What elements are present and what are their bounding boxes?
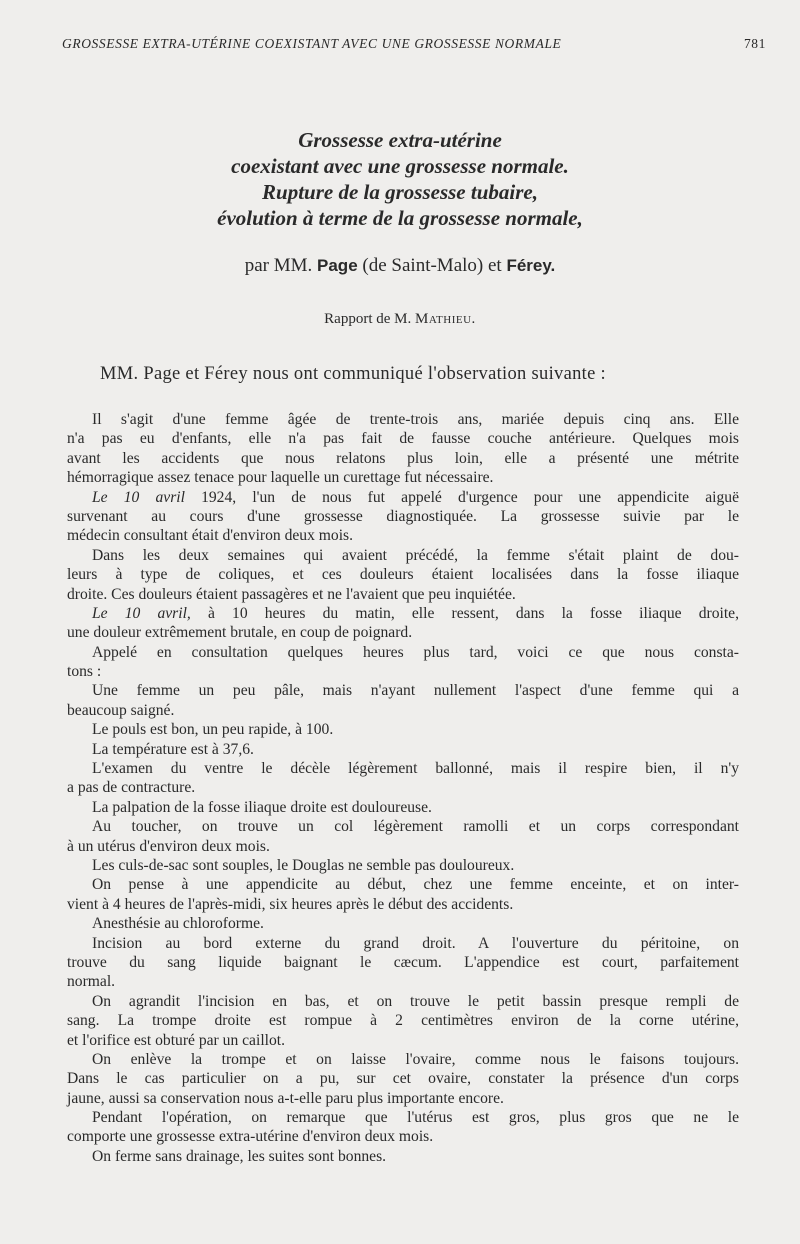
- text-line: Appelé en consultation quelques heures plus tard, voici ce que nous consta-: [92, 643, 739, 661]
- text-line: Il s'agit d'une femme âgée de trente-trois ans, mariée depuis cinq ans. Elle: [92, 411, 739, 428]
- text-line: vient à 4 heures de l'après-midi, six heures après le début des accidents.: [67, 895, 514, 913]
- text-line: L'examen du ventre le décèle légèrement ballonné, mais il respire bien, il n'y: [92, 760, 739, 778]
- text-line: avant les accidents que nous relatons plus loin, elle a présenté une métrite: [67, 449, 739, 467]
- text-line: On ferme sans drainage, les suites sont bonnes.: [92, 1147, 387, 1165]
- text-line: Dans les deux semaines qui avaient précédé, la femme s'était plaint de dou-: [92, 546, 739, 564]
- text-line: On enlève la trompe et on laisse l'ovaire, comme nous le faisons toujours.: [92, 1050, 739, 1068]
- text-line: trouve du sang liquide baignant le cæcum. L'appendice est court, parfaitement: [67, 953, 739, 971]
- text-line: On agrandit l'incision en bas, et on trouve le petit bassin presque rempli de: [92, 992, 739, 1010]
- author-place: (de Saint-Malo) et: [362, 255, 502, 276]
- text-line: à un utérus d'environ deux mois.: [67, 837, 270, 855]
- authors-prefix: par MM.: [244, 255, 313, 276]
- text-line: normal.: [67, 973, 116, 991]
- article-body: [67, 410, 739, 1166]
- running-title: GROSSESSE EXTRA-UTÉRINE COEXISTANT AVEC UNE GROSSESSE NORMALE: [62, 36, 562, 51]
- text-line: tons :: [67, 663, 102, 681]
- title-line: Grossesse extra-utérine: [298, 128, 502, 152]
- intro-paragraph: MM. Page et Férey nous ont communiqué l'observation suivante :: [100, 364, 606, 384]
- text-line: comporte une grossesse extra-utérine d'environ deux mois.: [67, 1128, 434, 1146]
- text-line: La température est à 37,6.: [92, 740, 254, 758]
- text-line: médecin consultant était d'environ deux mois.: [67, 527, 354, 545]
- text-line: Incision au bord externe du grand droit. A l'ouverture du péritoine, on: [92, 934, 739, 952]
- text-line: beaucoup saigné.: [67, 701, 175, 719]
- text-line: et l'orifice est obturé par un caillot.: [67, 1031, 286, 1049]
- text-line: Une femme un peu pâle, mais n'ayant nullement l'aspect d'une femme qui a: [92, 682, 739, 700]
- article-title: [100, 127, 700, 231]
- text-line: Les culs-de-sac sont souples, le Douglas ne semble pas douloureux.: [92, 856, 515, 874]
- title-line: Rupture de la grossesse tubaire,: [262, 180, 538, 204]
- title-line: évolution à terme de la grossesse normale,: [217, 206, 583, 230]
- text-line: Anesthésie au chloroforme.: [92, 915, 264, 933]
- running-header: [62, 36, 766, 52]
- author-line: [0, 255, 800, 277]
- text-line: Au toucher, on trouve un col légèrement ramolli et un corps correspondant: [92, 818, 739, 836]
- text-line: [67, 604, 739, 623]
- page-number: 781: [743, 36, 766, 51]
- text-line: On pense à une appendicite au début, chez une femme enceinte, et on inter-: [92, 876, 739, 894]
- title-line: coexistant avec une grossesse normale.: [231, 154, 569, 178]
- line-text: à 10 heures du matin, elle ressent, dans la fosse iliaque droite,: [190, 604, 740, 622]
- text-line: La palpation de la fosse iliaque droite est douloureuse.: [92, 798, 432, 816]
- text-line: droite. Ces douleurs étaient passagères et ne l'avaient que peu inquiétée.: [67, 585, 516, 603]
- rapport-prefix: Rapport de M.: [324, 311, 412, 327]
- rapport-line: [0, 311, 800, 328]
- italic-date: Le 10 avril: [92, 488, 185, 506]
- text-line: leurs à type de coliques, et ces douleurs étaient localisées dans la fosse iliaque: [67, 566, 739, 584]
- text-line: Le pouls est bon, un peu rapide, à 100.: [92, 721, 334, 739]
- italic-date: Le 10 avril,: [92, 604, 191, 622]
- text-line: n'a pas eu d'enfants, elle n'a pas fait de fausse couche antérieure. Quelques mois: [67, 430, 739, 448]
- author-name: Férey.: [506, 256, 556, 275]
- text-line: survenant au cours d'une grossesse diagnostiquée. La grossesse suivie par le: [67, 507, 739, 525]
- text-line: jaune, aussi sa conservation nous a-t-elle paru plus importante encore.: [67, 1089, 504, 1107]
- text-line: Pendant l'opération, on remarque que l'utérus est gros, plus gros que ne le: [92, 1109, 739, 1127]
- author-name: Page: [317, 256, 358, 275]
- text-line: Dans le cas particulier on a pu, sur cet ovaire, constater la présence d'un corps: [67, 1070, 739, 1088]
- line-text: 1924, l'un de nous fut appelé d'urgence pour une appendicite aiguë: [184, 488, 739, 506]
- text-line: hémorragique assez tenace pour laquelle un curettage fut nécessaire.: [67, 469, 494, 487]
- text-line: une douleur extrêmement brutale, en coup de poignard.: [67, 624, 413, 642]
- text-line: [67, 488, 739, 507]
- text-line: sang. La trompe droite est rompue à 2 centimètres environ de la corne utérine,: [67, 1012, 739, 1030]
- text-line: a pas de contracture.: [67, 779, 196, 797]
- rapporteur-name: Mathieu.: [415, 311, 476, 327]
